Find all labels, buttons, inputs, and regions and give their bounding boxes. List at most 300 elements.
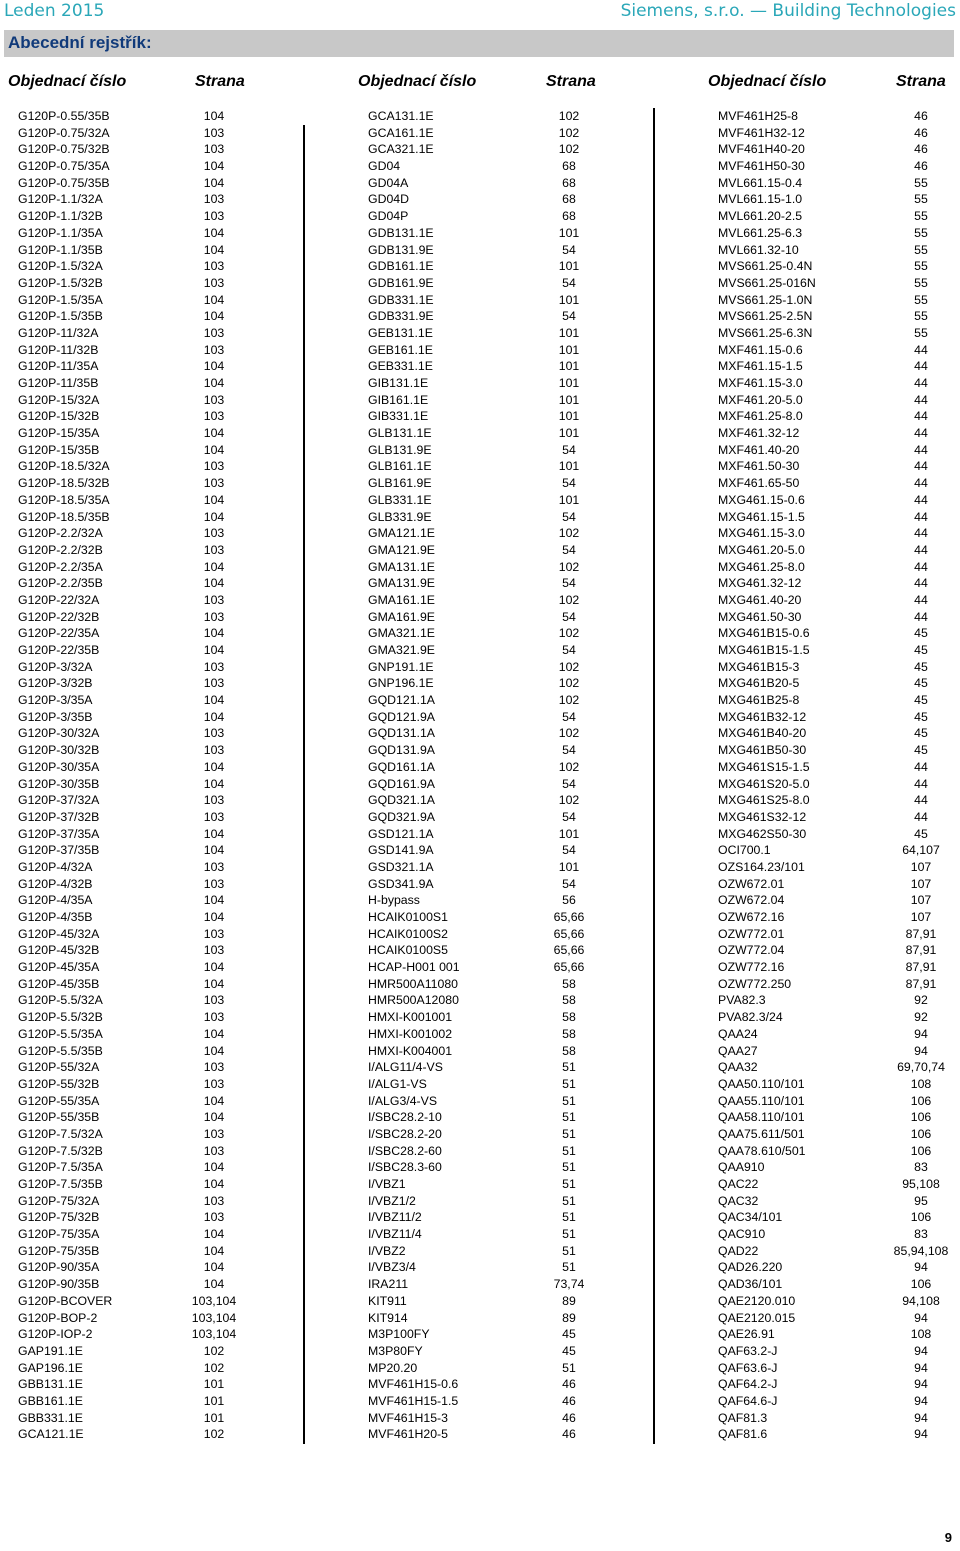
page-reference: 44 <box>914 609 928 624</box>
page-reference: 106 <box>910 1110 932 1125</box>
order-number: QAA78.610/501 <box>718 1143 806 1158</box>
order-number: GMA131.9E <box>368 576 435 591</box>
page-reference: 83 <box>914 1160 928 1175</box>
order-number: QAC910 <box>718 1227 766 1242</box>
page-reference: 94 <box>914 1393 928 1408</box>
page-reference: 102 <box>203 1360 225 1375</box>
order-number: I/ALG3/4-VS <box>368 1093 438 1108</box>
order-number: HMXI-K004001 <box>368 1043 453 1058</box>
order-number: QAF64.6-J <box>718 1393 778 1408</box>
page-reference: 44 <box>914 376 928 390</box>
order-number: MXG461.40-20 <box>718 592 802 607</box>
order-number: G120P-2.2/32A <box>18 526 103 541</box>
page-reference: 45 <box>914 626 928 641</box>
page-reference: 104 <box>203 242 225 257</box>
order-number: GDB161.9E <box>368 275 434 290</box>
order-number: GLB131.1E <box>368 426 432 441</box>
order-number: G120P-1.1/35A <box>18 225 103 240</box>
page-reference: 94 <box>914 1410 928 1425</box>
order-number: I/SBC28.2-60 <box>368 1143 442 1158</box>
order-number: GIB131.1E <box>368 376 429 390</box>
page-reference: 55 <box>914 292 928 307</box>
page-reference: 51 <box>562 1177 576 1191</box>
page-reference: 107 <box>910 910 932 924</box>
page-reference: 94,108 <box>902 1293 940 1308</box>
order-number: MVS661.25-1.0N <box>718 292 813 307</box>
page-reference: 94 <box>914 1260 928 1275</box>
page-reference: 44 <box>914 392 928 407</box>
page-reference: 92 <box>914 1010 928 1025</box>
page-reference: 103 <box>203 192 225 207</box>
order-number: MVF461H32-12 <box>718 125 805 140</box>
order-number: G120P-22/32B <box>18 609 100 624</box>
order-number: OZW672.04 <box>718 893 785 908</box>
order-number: G120P-18.5/32B <box>18 476 110 491</box>
order-number: GIB331.1E <box>368 409 429 424</box>
order-number: GMA121.1E <box>368 526 435 541</box>
column-divider <box>653 108 655 1444</box>
page-reference: 108 <box>910 1076 932 1091</box>
order-number: G120P-75/35A <box>18 1227 100 1242</box>
page-reference: 54 <box>562 542 576 557</box>
order-number: GBB331.1E <box>18 1410 83 1425</box>
page-reference: 55 <box>914 242 928 257</box>
page-reference: 103 <box>203 1076 225 1091</box>
order-number: I/VBZ3/4 <box>368 1260 416 1275</box>
page-reference: 45 <box>914 826 928 841</box>
page-reference: 54 <box>562 309 576 324</box>
order-number: MXG461B40-20 <box>718 726 807 741</box>
page-reference: 44 <box>914 592 928 607</box>
page-reference: 44 <box>914 526 928 541</box>
order-number: OZW672.01 <box>718 876 785 891</box>
page-reference: 44 <box>914 426 928 441</box>
header-date: Leden 2015 <box>4 1 105 21</box>
page-reference: 46 <box>562 1410 576 1425</box>
order-number: QAF81.6 <box>718 1427 768 1442</box>
order-number: MXG461B15-0.6 <box>718 626 810 641</box>
order-number: QAA910 <box>718 1160 765 1175</box>
page-reference: 103 <box>203 1143 225 1158</box>
page-reference: 101 <box>558 325 580 340</box>
page-reference: 103 <box>203 259 225 274</box>
order-number: MVF461H15-3 <box>368 1410 448 1425</box>
page-reference: 51 <box>562 1193 576 1208</box>
order-number: G120P-4/32B <box>18 876 93 891</box>
page-reference: 104 <box>203 559 225 574</box>
page-reference: 101 <box>558 376 580 390</box>
page-reference: 101 <box>558 392 580 407</box>
order-number: G120P-0.75/35B <box>18 175 110 190</box>
page-reference: 51 <box>562 1360 576 1375</box>
order-number: GBB131.1E <box>18 1377 83 1392</box>
order-number: I/ALG11/4-VS <box>368 1060 443 1075</box>
order-number: PVA82.3 <box>718 993 766 1008</box>
order-number: QAC32 <box>718 1193 759 1208</box>
page-reference: 94 <box>914 1343 928 1358</box>
page-reference: 68 <box>562 209 576 224</box>
page-reference: 58 <box>562 993 576 1008</box>
order-number: G120P-15/32A <box>18 392 100 407</box>
page-reference: 102 <box>558 125 580 140</box>
order-number: G120P-11/35A <box>18 359 99 374</box>
order-number: QAA32 <box>718 1060 758 1075</box>
page-reference: 102 <box>558 626 580 641</box>
page-reference: 104 <box>203 1110 225 1125</box>
order-number: MXG461.15-1.5 <box>718 509 805 524</box>
page-reference: 44 <box>914 359 928 374</box>
order-number: G120P-7.5/35A <box>18 1160 103 1175</box>
order-number: G120P-22/35B <box>18 643 100 657</box>
order-number: I/VBZ11/2 <box>368 1210 422 1225</box>
order-number: MXF461.50-30 <box>718 459 800 474</box>
page-reference: 87,91 <box>905 926 937 941</box>
order-number: OCI700.1 <box>718 843 771 858</box>
page-reference: 54 <box>562 843 576 858</box>
order-number: MVS661.25-0.4N <box>718 259 813 274</box>
page-reference: 65,66 <box>553 910 585 924</box>
page-reference: 44 <box>914 476 928 491</box>
order-number: G120P-55/32B <box>18 1076 100 1091</box>
page-reference: 54 <box>562 609 576 624</box>
order-number: GSD341.9A <box>368 876 434 891</box>
order-number: QAE2120.010 <box>718 1293 796 1308</box>
order-number: GDB161.1E <box>368 259 434 274</box>
page-reference: 103 <box>203 459 225 474</box>
order-number: GQD121.1A <box>368 693 435 708</box>
page-reference: 51 <box>562 1060 576 1075</box>
page-reference: 101 <box>558 292 580 307</box>
page-reference: 104 <box>203 576 225 591</box>
order-number: MVF461H15-1.5 <box>368 1393 459 1408</box>
page-reference: 104 <box>203 960 225 975</box>
page-reference: 44 <box>914 342 928 357</box>
page-reference: 95 <box>914 1193 928 1208</box>
page-reference: 94 <box>914 1026 928 1041</box>
page-reference: 55 <box>914 225 928 240</box>
page-reference: 58 <box>562 1043 576 1058</box>
order-number: GQD161.1A <box>368 759 435 774</box>
page-reference: 44 <box>914 576 928 591</box>
order-number: QAC22 <box>718 1177 759 1191</box>
page-reference: 101 <box>558 426 580 441</box>
order-number: GMA131.1E <box>368 559 435 574</box>
order-number: G120P-1.1/35B <box>18 242 103 257</box>
page-reference: 45 <box>914 709 928 724</box>
page-reference: 64,107 <box>902 843 940 858</box>
page-reference: 101 <box>558 342 580 357</box>
order-number: GSD121.1A <box>368 826 434 841</box>
page-reference: 104 <box>203 1043 225 1058</box>
page-reference: 95,108 <box>902 1177 940 1191</box>
order-number: G120P-30/32B <box>18 743 100 758</box>
order-number: MXG462S50-30 <box>718 826 807 841</box>
order-number: GMA161.1E <box>368 592 435 607</box>
page-reference: 103 <box>203 926 225 941</box>
order-number: G120P-3/32B <box>18 676 93 691</box>
order-number: G120P-1.5/32A <box>18 259 103 274</box>
order-number: G120P-30/35A <box>18 759 100 774</box>
order-number: I/SBC28.2-10 <box>368 1110 442 1125</box>
page-reference: 104 <box>203 776 225 791</box>
order-number: OZW672.16 <box>718 910 785 924</box>
order-number: G120P-18.5/35B <box>18 509 110 524</box>
page-reference: 46 <box>562 1377 576 1392</box>
page-reference: 55 <box>914 209 928 224</box>
page-reference: 103 <box>203 726 225 741</box>
page-reference: 104 <box>203 1243 225 1258</box>
order-number: GNP196.1E <box>368 676 434 691</box>
order-number: MXG461B25-8 <box>718 693 800 708</box>
page-reference: 56 <box>562 893 576 908</box>
order-number: QAA58.110/101 <box>718 1110 805 1125</box>
order-number: MXG461S15-1.5 <box>718 759 810 774</box>
page-reference: 44 <box>914 442 928 457</box>
order-number: QAE26.91 <box>718 1327 775 1342</box>
order-number: G120P-15/32B <box>18 409 100 424</box>
page-reference: 94 <box>914 1360 928 1375</box>
order-number: G120P-11/32A <box>18 325 99 340</box>
order-number: G120P-75/32B <box>18 1210 100 1225</box>
order-number: HMXI-K001002 <box>368 1026 453 1041</box>
page-reference: 104 <box>203 309 225 324</box>
page-reference: 51 <box>562 1260 576 1275</box>
page-reference: 103 <box>203 659 225 674</box>
order-number: GLB131.9E <box>368 442 432 457</box>
page-reference: 55 <box>914 175 928 190</box>
order-number: GMA321.9E <box>368 643 435 657</box>
order-number: MVS661.25-2.5N <box>718 309 813 324</box>
page-reference: 58 <box>562 1026 576 1041</box>
order-number: MXG461S32-12 <box>718 809 807 824</box>
order-number: MVF461H15-0.6 <box>368 1377 459 1392</box>
page-reference: 104 <box>203 910 225 924</box>
page-reference: 103 <box>203 392 225 407</box>
order-number: I/SBC28.2-20 <box>368 1126 442 1141</box>
page-reference: 54 <box>562 643 576 657</box>
page-reference: 54 <box>562 776 576 791</box>
page-reference: 46 <box>914 109 928 123</box>
page-reference: 104 <box>203 1026 225 1041</box>
order-number: G120P-37/32B <box>18 809 100 824</box>
order-number: MXF461.65-50 <box>718 476 800 491</box>
order-number: G120P-75/35B <box>18 1243 100 1258</box>
order-number: GSD141.9A <box>368 843 434 858</box>
page-reference: 103 <box>203 476 225 491</box>
page-reference: 73,74 <box>553 1277 585 1292</box>
order-number: G120P-2.2/35A <box>18 559 103 574</box>
order-number: G120P-45/32A <box>18 926 100 941</box>
page-reference: 51 <box>562 1160 576 1175</box>
order-number: HMR500A12080 <box>368 993 459 1008</box>
page-reference: 104 <box>203 759 225 774</box>
order-number: MVL661.20-2.5 <box>718 209 803 224</box>
page-reference: 87,91 <box>905 960 937 975</box>
page-reference: 94 <box>914 1427 928 1442</box>
order-number: G120P-55/32A <box>18 1060 100 1075</box>
page-reference: 102 <box>558 592 580 607</box>
page-reference: 45 <box>914 726 928 741</box>
page-reference: 103 <box>203 943 225 958</box>
order-number: G120P-22/32A <box>18 592 100 607</box>
page-reference: 44 <box>914 793 928 808</box>
order-number: QAA75.611/501 <box>718 1126 805 1141</box>
page-reference: 103 <box>203 809 225 824</box>
order-number: G120P-45/35A <box>18 960 100 975</box>
order-number: G120P-18.5/35A <box>18 492 110 507</box>
page-header <box>0 0 960 28</box>
page-reference: 92 <box>914 993 928 1008</box>
page-reference: 46 <box>914 159 928 174</box>
page-reference: 103 <box>203 1060 225 1075</box>
order-number: GQD131.9A <box>368 743 435 758</box>
page-reference: 55 <box>914 192 928 207</box>
order-number: G120P-22/35A <box>18 626 100 641</box>
order-number: G120P-37/35B <box>18 843 100 858</box>
order-number: I/VBZ11/4 <box>368 1227 422 1242</box>
order-number: G120P-45/35B <box>18 976 100 991</box>
page-reference: 104 <box>203 175 225 190</box>
order-number: G120P-0.75/35A <box>18 159 110 174</box>
page-reference: 55 <box>914 325 928 340</box>
order-number: G120P-3/32A <box>18 659 93 674</box>
page-reference: 102 <box>558 559 580 574</box>
order-number: G120P-11/35B <box>18 376 99 390</box>
page-reference: 103 <box>203 859 225 874</box>
page-reference: 103 <box>203 1010 225 1025</box>
order-number: I/VBZ1/2 <box>368 1193 416 1208</box>
page-reference: 55 <box>914 275 928 290</box>
page-reference: 55 <box>914 259 928 274</box>
section-title: Abecední rejstřík: <box>8 33 152 52</box>
order-number: MXG461S25-8.0 <box>718 793 810 808</box>
page-reference: 104 <box>203 976 225 991</box>
order-number: KIT914 <box>368 1310 408 1325</box>
page-reference: 44 <box>914 459 928 474</box>
order-number: IRA211 <box>368 1277 409 1292</box>
order-number: HMR500A11080 <box>368 976 459 991</box>
page-number: 9 <box>944 1530 952 1545</box>
order-number: G120P-75/32A <box>18 1193 100 1208</box>
order-number: MXG461.20-5.0 <box>718 542 805 557</box>
page-reference: 45 <box>914 743 928 758</box>
order-number: G120P-55/35A <box>18 1093 100 1108</box>
order-number: G120P-1.1/32A <box>18 192 103 207</box>
page-reference: 102 <box>203 1343 225 1358</box>
page-reference: 51 <box>562 1126 576 1141</box>
page-reference: 44 <box>914 409 928 424</box>
page-reference: 101 <box>558 859 580 874</box>
page-reference: 68 <box>562 159 576 174</box>
page-reference: 54 <box>562 743 576 758</box>
order-number: KIT911 <box>368 1293 407 1308</box>
page-reference: 102 <box>558 676 580 691</box>
order-number: QAF81.3 <box>718 1410 768 1425</box>
order-number: QAA55.110/101 <box>718 1093 805 1108</box>
page-reference: 104 <box>203 442 225 457</box>
page-reference: 45 <box>562 1327 576 1342</box>
order-number: MXG461.15-3.0 <box>718 526 805 541</box>
order-number: G120P-1.5/35B <box>18 309 103 324</box>
order-number: G120P-BOP-2 <box>18 1310 98 1325</box>
order-number: G120P-3/35A <box>18 693 93 708</box>
order-number: QAA27 <box>718 1043 758 1058</box>
order-number: GCA161.1E <box>368 125 434 140</box>
order-number: GD04P <box>368 209 409 224</box>
order-number: MXG461S20-5.0 <box>718 776 810 791</box>
page-reference: 51 <box>562 1227 576 1242</box>
page-reference: 54 <box>562 709 576 724</box>
col3-code-header: Objednací číslo <box>708 73 827 90</box>
page-reference: 104 <box>203 492 225 507</box>
order-number: G120P-1.5/35A <box>18 292 103 307</box>
col2-page-header: Strana <box>546 73 596 90</box>
order-number: QAC34/101 <box>718 1210 783 1225</box>
order-number: GD04 <box>368 159 401 174</box>
page-reference: 102 <box>558 726 580 741</box>
order-number: G120P-0.75/32B <box>18 142 110 157</box>
order-number: MVF461H40-20 <box>718 142 805 157</box>
order-number: I/VBZ1 <box>368 1177 406 1191</box>
order-number: G120P-BCOVER <box>18 1293 113 1308</box>
page-reference: 103 <box>203 743 225 758</box>
page-reference: 101 <box>558 359 580 374</box>
order-number: GLB161.1E <box>368 459 432 474</box>
page-reference: 102 <box>558 142 580 157</box>
page-reference: 68 <box>562 175 576 190</box>
column-divider <box>303 125 305 1444</box>
order-number: OZW772.01 <box>718 926 785 941</box>
page-reference: 65,66 <box>553 926 585 941</box>
order-number: GCA321.1E <box>368 142 434 157</box>
page-reference: 46 <box>914 142 928 157</box>
page-reference: 103 <box>203 125 225 140</box>
col3-page-header: Strana <box>896 73 946 90</box>
order-number: G120P-5.5/35A <box>18 1026 103 1041</box>
page-reference: 104 <box>203 1227 225 1242</box>
page-reference: 106 <box>910 1093 932 1108</box>
order-number: GBB161.1E <box>18 1393 83 1408</box>
order-number: G120P-7.5/32A <box>18 1126 103 1141</box>
page-reference: 102 <box>558 109 580 123</box>
page-reference: 104 <box>203 1277 225 1292</box>
order-number: MXG461.32-12 <box>718 576 802 591</box>
order-number: MXG461.15-0.6 <box>718 492 805 507</box>
page-reference: 104 <box>203 292 225 307</box>
page-reference: 104 <box>203 159 225 174</box>
page-reference: 102 <box>203 1427 225 1442</box>
page-reference: 104 <box>203 225 225 240</box>
page-reference: 104 <box>203 626 225 641</box>
page-reference: 94 <box>914 1310 928 1325</box>
page-reference: 103,104 <box>191 1327 237 1342</box>
page-reference: 106 <box>910 1277 932 1292</box>
order-number: GNP191.1E <box>368 659 434 674</box>
page-reference: 68 <box>562 192 576 207</box>
order-number: G120P-90/35B <box>18 1277 100 1292</box>
order-number: G120P-45/32B <box>18 943 100 958</box>
page-reference: 54 <box>562 809 576 824</box>
page-reference: 103 <box>203 209 225 224</box>
page-reference: 103 <box>203 526 225 541</box>
page-reference: 54 <box>562 876 576 891</box>
page-reference: 103 <box>203 793 225 808</box>
order-number: QAF63.6-J <box>718 1360 778 1375</box>
order-number: M3P80FY <box>368 1343 423 1358</box>
page-reference: 45 <box>562 1343 576 1358</box>
order-number: MVL661.32-10 <box>718 242 799 257</box>
order-number: MXF461.20-5.0 <box>718 392 803 407</box>
